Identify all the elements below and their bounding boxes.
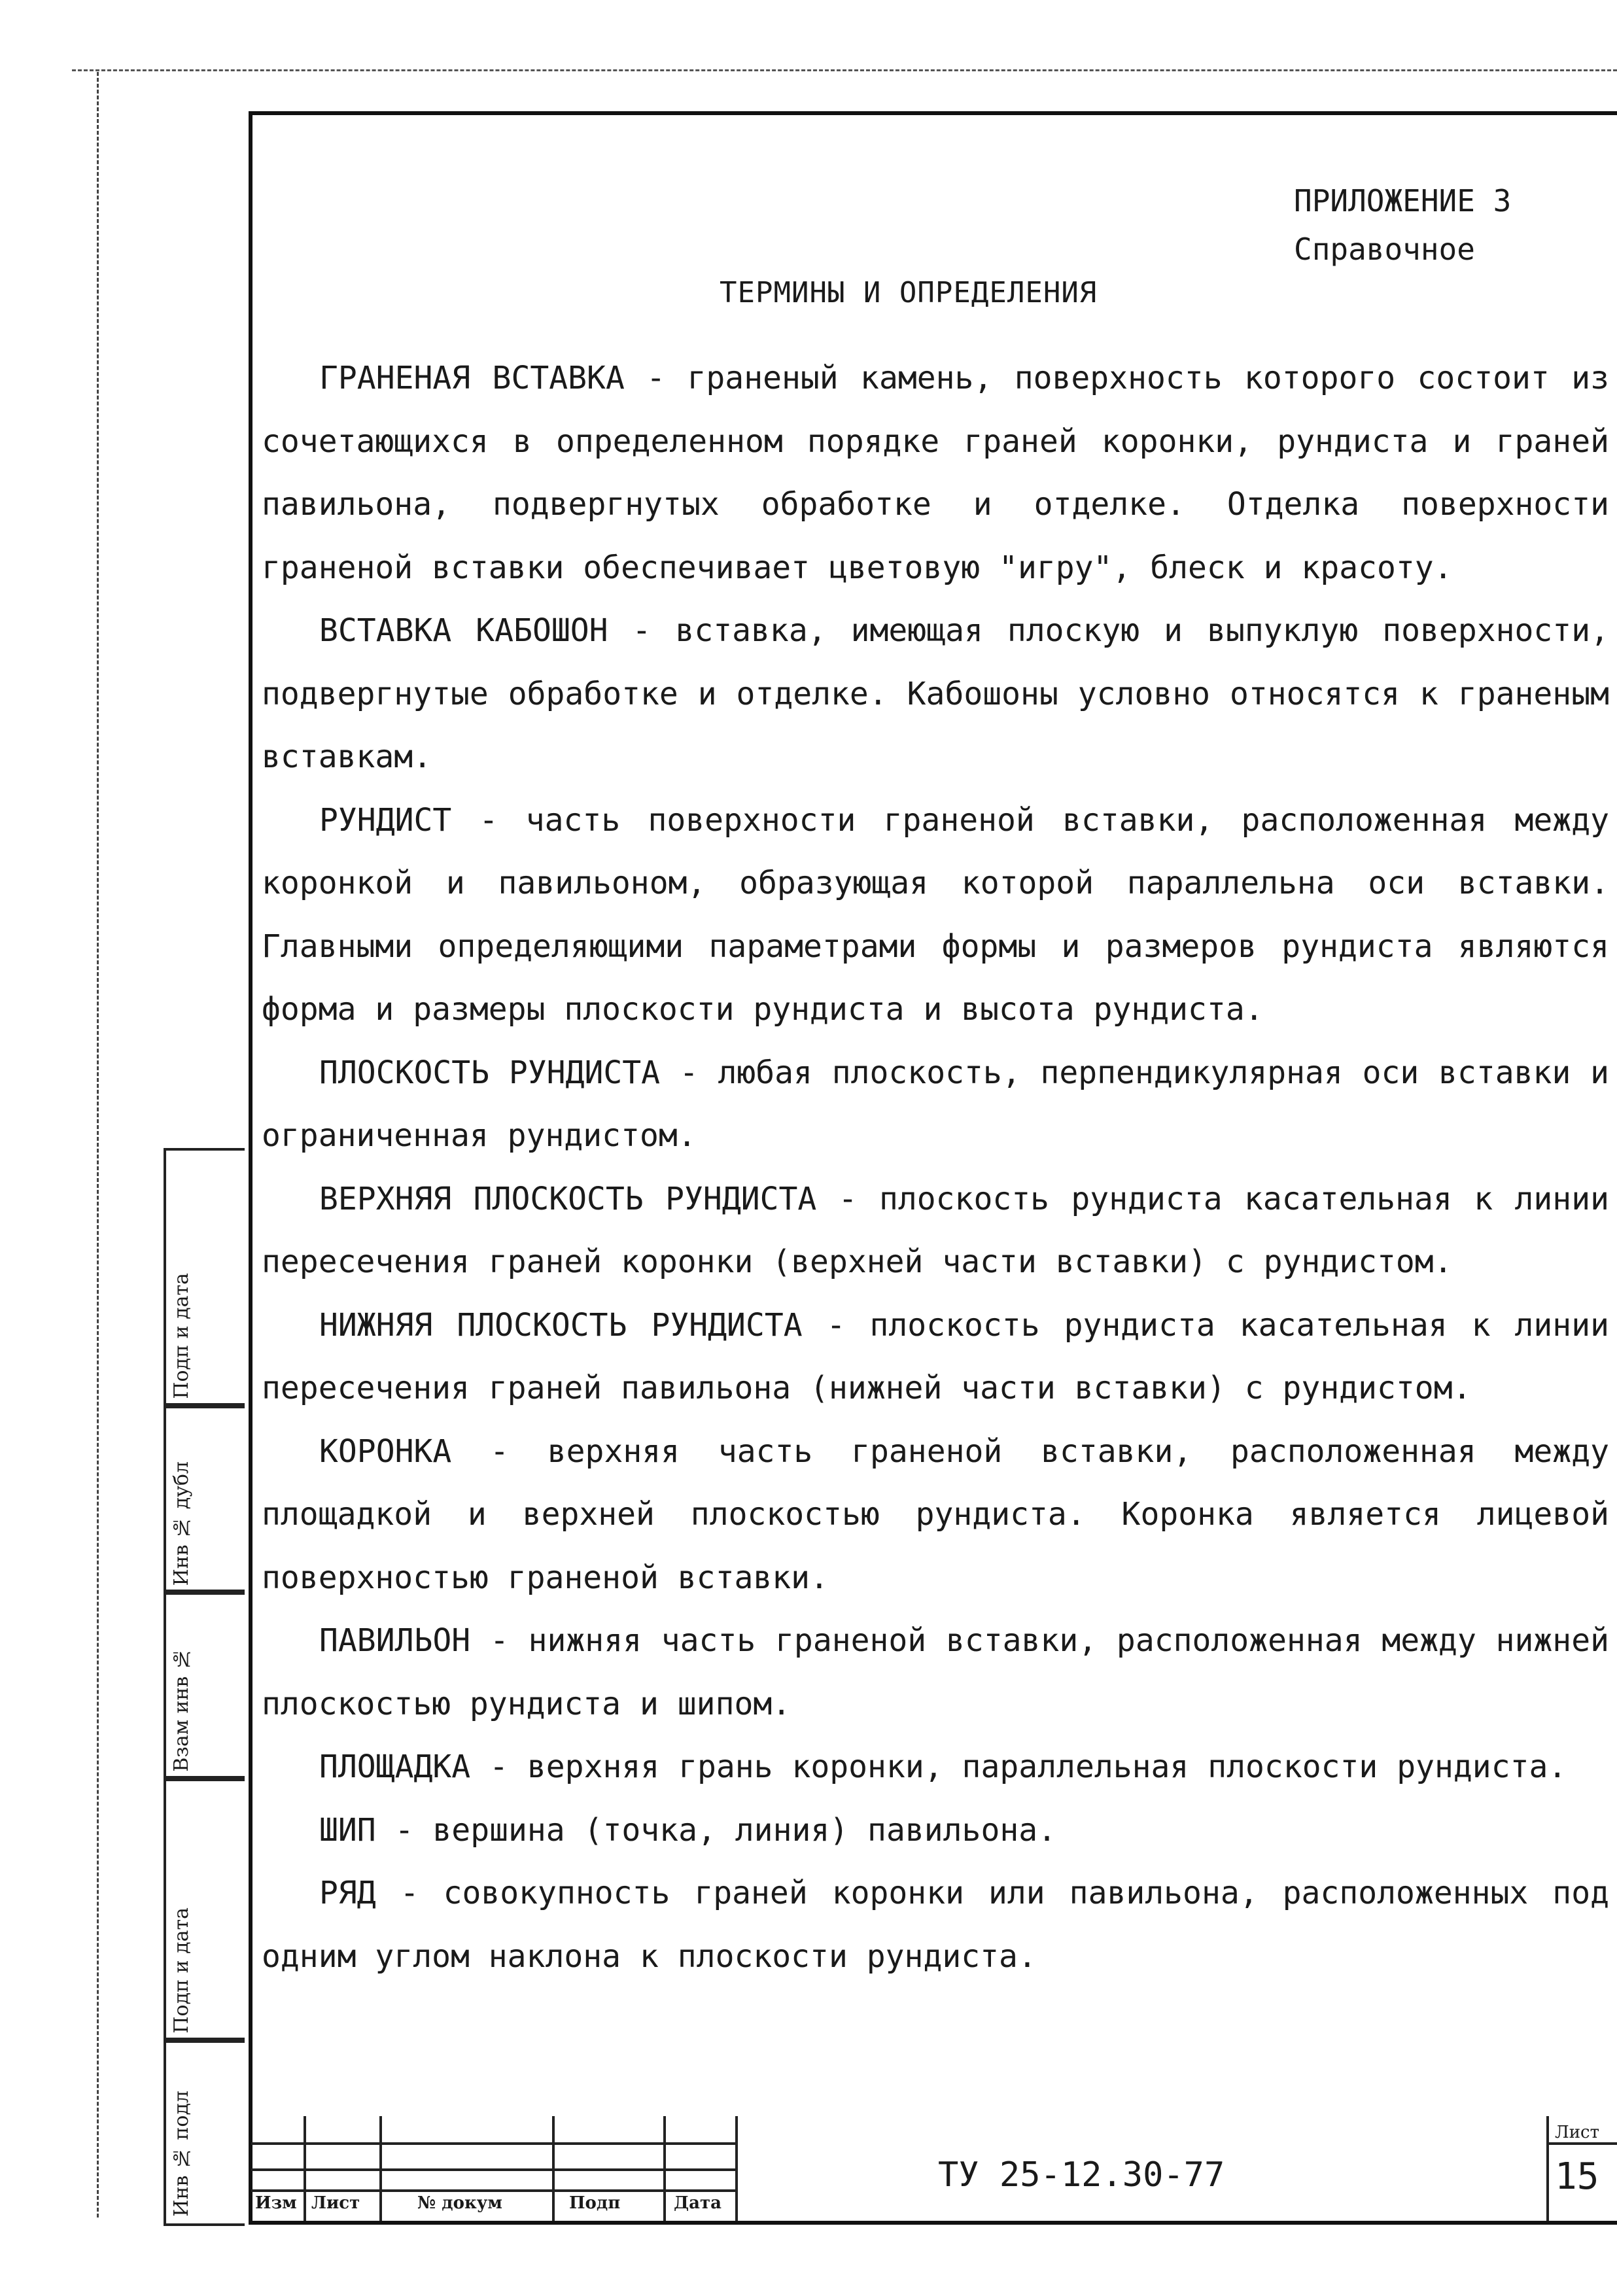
title-block-rule [251, 2168, 735, 2171]
title-block-divider [663, 2116, 666, 2221]
side-stamp-cell [164, 1776, 245, 2043]
column-caption: № докум [417, 2193, 502, 2213]
side-stamp-cell [164, 1590, 245, 1781]
definition-paragraph: ВЕРХНЯЯ ПЛОСКОСТЬ РУНДИСТА - плоскость рундиста касательная к линии пересечения граней коронки (верхней части вставки) с рундистом. [262, 1180, 1609, 1280]
appendix-title: ПРИЛОЖЕНИЕ 3 [1294, 183, 1512, 218]
column-caption: Лист [311, 2193, 360, 2213]
definition-paragraph: РУНДИСТ - часть поверхности граненой вставки, расположенная между коронкой и павильоном, образующая которой параллельна оси вставки. Главными определяющими параметрами формы и размеров рундиста являются форма и размеры плоскости рундиста и высота рундиста. [262, 801, 1609, 1028]
frame-top-border [249, 111, 1617, 115]
definition-paragraph: РЯД - совокупность граней коронки или павильона, расположенных под одним углом наклона к плоскости рундиста. [262, 1875, 1609, 1975]
definition-paragraph: ШИП - вершина (точка, линия) павильона. [319, 1811, 1057, 1849]
side-stamp-label: Взам инв № [170, 1647, 193, 1772]
sheet-cell-rule [1546, 2142, 1617, 2145]
title-block-divider [1546, 2116, 1549, 2221]
side-stamp-label: Подп и дата [170, 1273, 193, 1399]
title-block-divider [735, 2116, 738, 2221]
title-block-rule [251, 2142, 735, 2145]
binding-margin-rule [97, 72, 99, 2218]
column-caption: Подп [569, 2193, 621, 2213]
frame-bottom-border [249, 2221, 1617, 2225]
title-block [251, 2116, 1617, 2221]
side-stamp-label: Инв № подл [170, 2091, 193, 2217]
side-stamp-label: Инв № дубл [170, 1461, 193, 1586]
definition-paragraph: ПЛОЩАДКА - верхняя грань коронки, параллельная плоскости рундиста. [319, 1748, 1567, 1785]
definition-paragraph: ГРАНЕНАЯ ВСТАВКА - граненый камень, поверхность которого состоит из сочетающихся в определенном порядке граней коронки, рундиста и граней павильона, подвергнутых обработке и отделке. Отделка поверхности граненой вставки обеспечивает цветовую "игру", блеск и красоту. [262, 360, 1609, 586]
title-block-divider [552, 2116, 555, 2221]
frame-left-border [249, 111, 252, 2224]
definition-paragraph: ПАВИЛЬОН - нижняя часть граненой вставки, расположенная между нижней плоскостью рундиста и шипом. [262, 1622, 1609, 1722]
definitions-body [262, 347, 1609, 1988]
title-block-divider [379, 2116, 382, 2221]
side-stamp-cell [164, 1148, 245, 1408]
definition-paragraph: КОРОНКА - верхняя часть граненой вставки, расположенная между площадкой и верхней плоскостью рундиста. Коронка является лицевой поверхностью граненой вставки. [262, 1433, 1609, 1596]
definition-paragraph: ВСТАВКА КАБОШОН - вставка, имеющая плоскую и выпуклую поверхности, подвергнутые обработке и отделке. Кабошоны условно относятся к граненым вставкам. [262, 612, 1609, 775]
sheet-label: Лист [1555, 2123, 1599, 2142]
title-block-divider [304, 2116, 306, 2221]
column-caption: Дата [674, 2193, 722, 2213]
appendix-subtitle: Справочное [1294, 232, 1475, 267]
column-caption: Изм [255, 2193, 297, 2213]
side-stamp-cell [164, 1403, 245, 1595]
definition-paragraph: НИЖНЯЯ ПЛОСКОСТЬ РУНДИСТА - плоскость рундиста касательная к линии пересечения граней павильона (нижней части вставки) с рундистом. [262, 1306, 1609, 1406]
section-heading: ТЕРМИНЫ И ОПРЕДЕЛЕНИЯ [720, 276, 1098, 309]
definition-paragraph: ПЛОСКОСТЬ РУНДИСТА - любая плоскость, перпендикулярная оси вставки и ограниченная рундистом. [262, 1054, 1609, 1154]
title-block-rule [251, 2189, 735, 2192]
sheet-number: 15 [1555, 2155, 1599, 2198]
side-stamp-label: Подп и дата [170, 1907, 193, 2034]
document-code: ТУ 25-12.30-77 [938, 2155, 1225, 2195]
side-stamp-cell [164, 2038, 245, 2226]
top-dashed-rule [72, 69, 1617, 71]
appendix-header [1294, 177, 1511, 273]
